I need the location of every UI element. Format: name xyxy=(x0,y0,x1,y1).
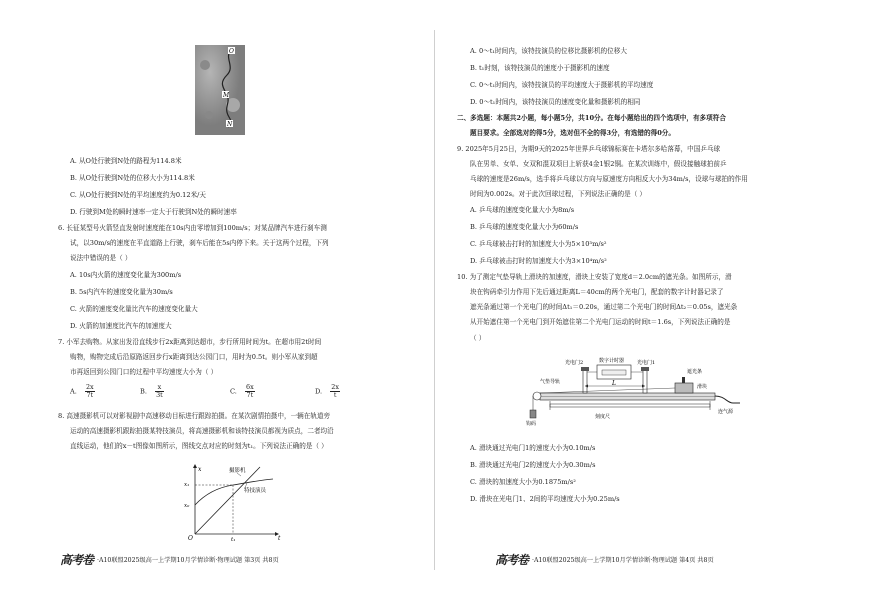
q9-line-1: 9. 2025年5月25日，为期9天的2025年世界乒乓球锦标赛在卡塔尔多哈落幕，中国乒乓球 xyxy=(457,145,721,153)
apparatus-label-gate1: 光电门1 xyxy=(637,360,656,366)
graph-y-axis-label: x xyxy=(198,466,202,473)
q5-option-a: A. 从O处行驶到N处的路程为114.8米 xyxy=(70,157,182,165)
q5-option-b: B. 从O处行驶到N处的位移大小为114.8米 xyxy=(70,174,195,182)
q7-choice-c: C. $\frac{6x}{7t}$ xyxy=(230,383,254,399)
q10-line-2: 块在钩码牵引力作用下先后通过距离L＝40cm的两个光电门，配套的数字计时器记录了 xyxy=(470,288,724,296)
q10-option-b: B. 滑块通过光电门2的速度大小为0.30m/s xyxy=(470,461,596,469)
map-label-o: O xyxy=(229,48,234,55)
q6-option-c: C. 火箭的速度变化量比汽车的速度变化量大 xyxy=(70,305,198,313)
q6-option-b: B. 5s内汽车的速度变化量为30m/s xyxy=(70,288,173,296)
q8-option-c: C. 0～t₁时间内，该特技演员的平均速度大于摄影机的平均速度 xyxy=(470,81,654,89)
q7-choice-b: B. $\frac{x}{3t}$ xyxy=(140,383,163,399)
q7-line-3: 市再返回到公园门口的过程中平均速度大小为（ ） xyxy=(70,368,218,376)
q8-option-a: A. 0～t₁时间内，该特技演员的位移比摄影机的位移大 xyxy=(470,47,627,55)
q9-line-3: 乓球的速度是26m/s，选手将乒乓球以方向与原速度方向相反大小为34m/s，设球与球拍的作用 xyxy=(470,175,748,183)
footer-right xyxy=(495,551,714,568)
graph-actor-label: 特技演员 xyxy=(244,488,267,494)
rover-route-map xyxy=(195,45,245,135)
q9-option-a: A. 乒乓球的速度变化量大小为8m/s xyxy=(470,206,575,214)
section2-line-2: 题目要求。全部选对的得5分，选对但不全的得3分，有选错的得0分。 xyxy=(470,129,675,137)
graph-t1-label: t₁ xyxy=(231,537,236,542)
q10-line-3: 遮光条通过第一个光电门的时间Δt₁＝0.20s，通过第二个光电门的时间Δt₂＝0.05s，遮光条 xyxy=(470,303,738,311)
exam-logo: 高考卷 xyxy=(60,553,94,567)
q9-line-2: 队在男单、女单、女双和混双项目上斩获4金1银2铜。在某次训练中，假设接触球拍前乒 xyxy=(470,160,727,168)
q6-line-1: 6. 长征某型号火箭竖直发射时速度能在10s内由零增加到100m/s；对某品牌汽车进行刹车测 xyxy=(58,224,327,232)
q10-line-5: （ ） xyxy=(470,334,486,342)
q7-line-1: 7. 小军去购物。从家出发沿直线步行2x距离到达超市，步行所用时间为t。在超市用2t时间 xyxy=(58,338,322,346)
footer-text: ·A10联盟2025级高一上学期10月学情诊断·物理试题 第4页 共8页 xyxy=(532,557,714,564)
section2-line-1: 二、多选题：本题共2小题，每小题5分，共10分。在每小题给出的四个选项中，有多项符合 xyxy=(457,114,726,122)
graph-x1-label: x₁ xyxy=(184,482,190,488)
q9-line-4: 时间为0.002s。对于此次回球过程，下列说法正确的是（ ） xyxy=(470,190,647,198)
graph-origin-label: O xyxy=(188,535,193,542)
q10-option-d: D. 滑块在光电门1、2间的平均速度大小为0.25m/s xyxy=(470,495,620,503)
apparatus-label-slider: 滑块 xyxy=(697,384,708,390)
q8-line-2: 运动的高速摄影机跟踪拍摄某特技演员，将高速摄影机和该特技演员都视为质点，二者均沿 xyxy=(70,427,334,435)
q6-line-2: 试，以30m/s的速度在平直道路上行驶，刹车后能在5s内停下来。关于这两个过程，下列 xyxy=(70,239,329,247)
graph-x-axis-label: t xyxy=(278,535,281,542)
apparatus-label-l: L xyxy=(612,380,616,387)
q10-line-1: 10. 为了测定气垫导轨上滑块的加速度，滑块上安装了宽度d＝2.0cm的遮光条。如图所示，滑 xyxy=(457,273,732,281)
q9-option-c: C. 乒乓球被击打时的加速度大小为5×10³m/s² xyxy=(470,240,607,248)
apparatus-label-ruler: 刻度尺 xyxy=(595,414,611,420)
q6-option-d: D. 火箭的加速度比汽车的加速度大 xyxy=(70,322,172,330)
q8-option-b: B. t₁时刻，该特技演员的速度小于摄影机的速度 xyxy=(470,64,610,72)
q6-line-3: 说法中错误的是（ ） xyxy=(70,254,132,262)
apparatus-label-air: 连气源 xyxy=(718,409,734,415)
q10-option-a: A. 滑块通过光电门1的速度大小为0.10m/s xyxy=(470,444,596,452)
apparatus-label-hook: 钩码 xyxy=(526,421,537,427)
q6-option-a: A. 10s内火箭的速度变化量为300m/s xyxy=(70,271,182,279)
q9-option-d: D. 乒乓球被击打时的加速度大小为3×10⁴m/s² xyxy=(470,257,607,265)
x-t-graph xyxy=(175,462,285,542)
q5-option-d: D. 行驶到M处的瞬时速率一定大于行驶到N处的瞬时速率 xyxy=(70,208,237,216)
graph-x0-label: x₀ xyxy=(184,503,190,509)
map-label-n: N xyxy=(227,121,233,128)
q8-option-d: D. 0～t₁时间内，该特技演员的速度变化量和摄影机的相同 xyxy=(470,98,641,106)
q10-line-4: 从开始遮住第一个光电门到开始遮住第二个光电门运动的时间t＝1.6s，下列说法正确的是 xyxy=(470,318,731,326)
map-label-m: M xyxy=(223,92,230,99)
apparatus-label-cushion: 气垫导轨 xyxy=(540,379,561,385)
q7-choice-a: A. $\frac{2x}{7t}$ xyxy=(70,383,94,399)
q8-line-1: 8. 高速摄影机可以对影视剧中高速移动目标进行跟踪拍摄。在某次剧情拍摄中，一辆在轨道旁 xyxy=(58,412,331,420)
apparatus-label-shade: 遮光条 xyxy=(687,369,703,375)
q10-option-c: C. 滑块的加速度大小为0.1875m/s² xyxy=(470,478,576,486)
q9-option-b: B. 乒乓球的速度变化量大小为60m/s xyxy=(470,223,579,231)
q7-line-2: 购物，购物完成后沿原路返回步行x距离到达公园门口，用时为0.5t。则小军从家到超 xyxy=(70,353,318,361)
camera-line xyxy=(195,467,260,534)
exam-logo: 高考卷 xyxy=(495,553,529,567)
q7-choice-d: D. $\frac{2x}{t}$ xyxy=(315,383,339,399)
q8-line-3: 直线运动，他们的x－t图像如图所示，图线交点对应的时刻为t₁。下列说法正确的是（ ） xyxy=(70,442,328,450)
page-4 xyxy=(435,0,870,599)
apparatus-label-gate2: 光电门2 xyxy=(565,360,584,366)
footer-left xyxy=(60,551,279,568)
graph-camera-label: 摄影机 xyxy=(229,468,246,474)
footer-text: ·A10联盟2025级高一上学期10月学情诊断·物理试题 第3页 共8页 xyxy=(97,557,279,564)
air-track-apparatus xyxy=(525,355,755,430)
q5-option-c: C. 从O处行驶到N处的平均速度约为0.12米/天 xyxy=(70,191,206,199)
apparatus-label-timer: 数字计时器 xyxy=(599,358,625,364)
